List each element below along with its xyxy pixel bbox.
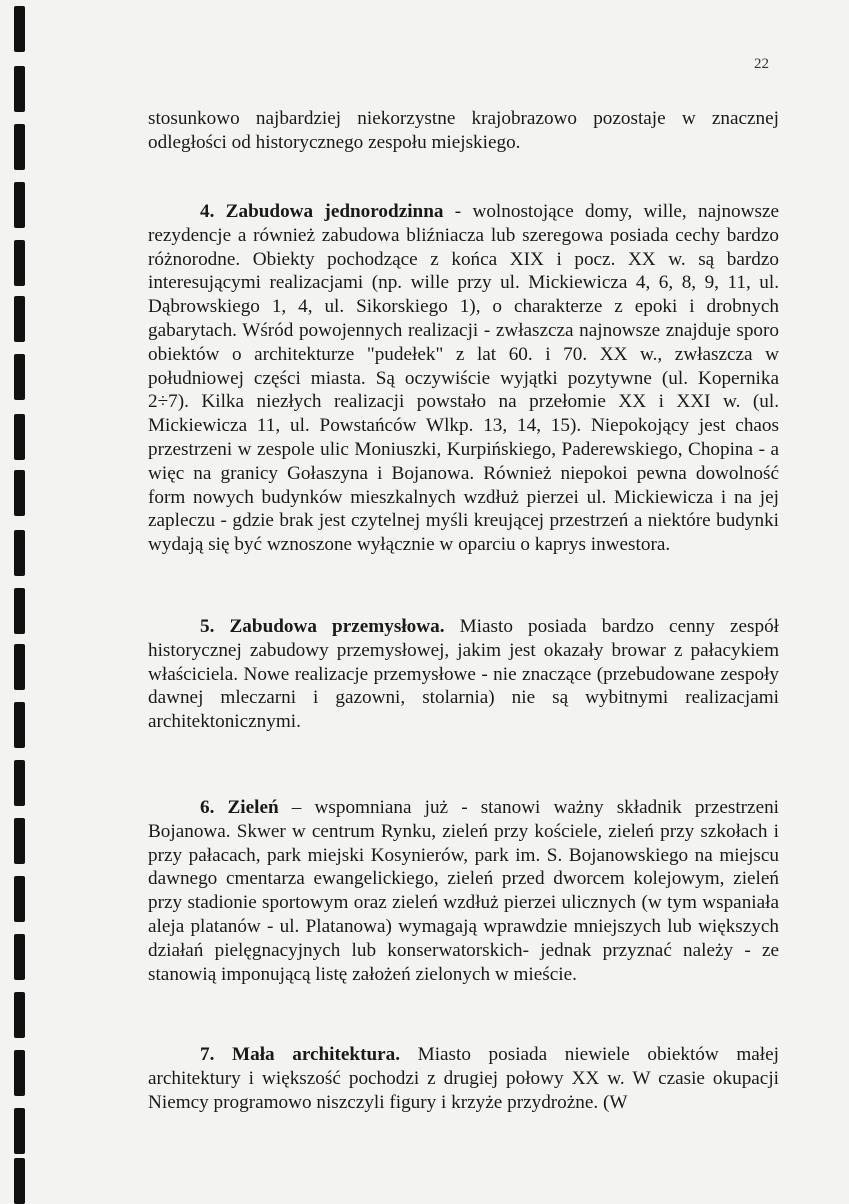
binding-hole	[14, 530, 25, 576]
binding-hole	[14, 66, 25, 112]
binding-hole	[14, 124, 25, 170]
binding-holes	[14, 0, 26, 1200]
section-heading: 5. Zabudowa przemysłowa.	[200, 616, 445, 637]
section-industrial	[148, 615, 779, 734]
binding-hole	[14, 1158, 25, 1204]
binding-hole	[14, 182, 25, 228]
intro-text: stosunkowo najbardziej niekorzystne krajobrazowo pozostaje w znacznej odległości od historycznego zespołu miejskiego.	[148, 108, 779, 153]
binding-hole	[14, 1108, 25, 1154]
binding-hole	[14, 588, 25, 634]
section-body: – wspomniana już - stanowi ważny składnik przestrzeni Bojanowa. Skwer w centrum Rynku, zieleń przy kościele, zieleń przy szkołach i przy pałacach, park miejski Kosynierów, park im. S. Bojanowskiego na miejscu dawnego cmentarza ewangelickiego, zieleń przed dworcem kolejowym, zieleń przy stadionie sportowym oraz zieleń wzdłuż pierzei ulicznych (w tym wspaniała aleja platanów - ul. Platanowa) wymagają wprawdzie mniejszych lub większych działań pielęgnacyjnych lub konserwatorskich- jednak przyznać należy - ze stanowią imponującą listę założeń zielonych w mieście.	[148, 797, 780, 985]
section-heading: 4. Zabudowa jednorodzinna	[200, 201, 444, 222]
binding-hole	[14, 1050, 25, 1096]
section-body: Miasto posiada niewiele obiektów małej architektury i większość pochodzi z drugiej połowy XX w. W czasie okupacji Niemcy programowo niszczyli figury i krzyże przydrożne. (W	[148, 1044, 779, 1113]
binding-hole	[14, 760, 25, 806]
binding-hole	[14, 934, 25, 980]
section-small-architecture	[148, 1043, 779, 1114]
binding-hole	[14, 296, 25, 342]
section-heading: 6. Zieleń	[200, 797, 279, 818]
intro-paragraph	[148, 107, 779, 155]
binding-hole	[14, 240, 25, 286]
binding-hole	[14, 876, 25, 922]
binding-hole	[14, 414, 25, 460]
binding-hole	[14, 470, 25, 516]
section-body: - wolnostojące domy, wille, najnowsze rezydencje a również zabudowa bliźniacza lub szeregowa posiada cechy bardzo różnorodne. Obiekty pochodzące z końca XIX i pocz. XX w. są bardzo interesującymi realizacjami (np. wille przy ul. Mickiewicza 4, 6, 8, 9, 11, ul. Dąbrowskiego 1, 4, ul. Sikorskiego 1), o charakterze z epoki i drobnych gabarytach. Wśród powojennych realizacji - zwłaszcza najnowsze znajduje sporo obiektów o architekturze "pudełek" z lat 60. i 70. XX w., zwłaszcza w południowej części miasta. Są oczywiście wyjątki pozytywne (ul. Kopernika 2÷7). Kilka niezłych realizacji powstało na przełomie XX i XXI w. (ul. Mickiewicza 11, ul. Powstańców Wlkp. 13, 14, 15). Niepokojący jest chaos przestrzeni w zespole ulic Moniuszki, Kurpińskiego, Paderewskiego, Chopina - a więc na granicy Gołaszyna i Bojanowa. Również niepokoi pewna dowolność form nowych budynków mieszkalnych wzdłuż pierzei ul. Mickiewicza i na jej zapleczu - gdzie brak jest czytelnej myśli kreującej przestrzeń a niektóre budynki wydają się być wznoszone wyłącznie w oparciu o kaprys inwestora.	[148, 201, 779, 556]
binding-hole	[14, 6, 25, 52]
binding-hole	[14, 354, 25, 400]
section-greenery	[148, 796, 779, 986]
binding-hole	[14, 818, 25, 864]
section-heading: 7. Mała architektura.	[200, 1044, 401, 1065]
section-single-family	[148, 200, 779, 557]
page-number: 22	[754, 56, 769, 72]
binding-hole	[14, 992, 25, 1038]
section-body: Miasto posiada bardzo cenny zespół historycznej zabudowy przemysłowej, jakim jest okazały browar z pałacykiem właściciela. Nowe realizacje przemysłowe - nie znaczące (przebudowane zespoły dawnej mleczarni i gazowni, stolarnia) nie są wybitnymi realizacjami architektonicznymi.	[148, 616, 779, 733]
binding-hole	[14, 644, 25, 690]
binding-hole	[14, 702, 25, 748]
